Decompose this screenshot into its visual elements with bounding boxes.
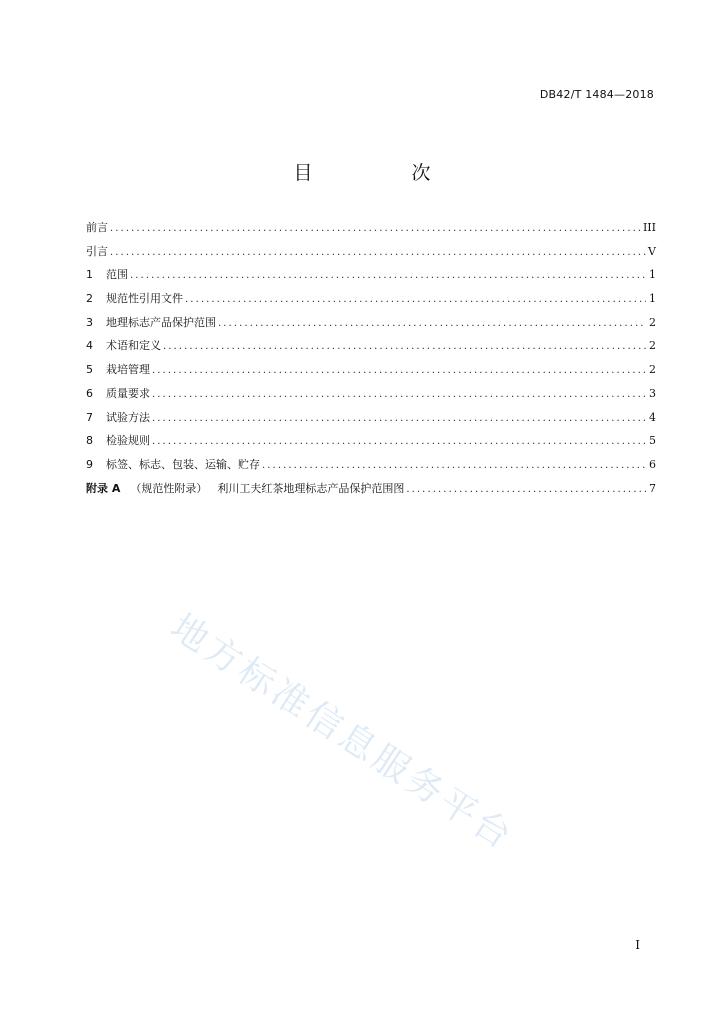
toc-leader-dots: [152, 413, 646, 424]
toc-entry-label: 检验规则: [106, 434, 150, 448]
toc-entry-page: III: [642, 221, 656, 234]
toc-entry-number: 2: [86, 292, 93, 306]
page-number: I: [635, 938, 640, 952]
toc-entry-label: 前言: [86, 221, 108, 234]
toc-leader-dots: [218, 318, 646, 329]
toc-leader-dots: [185, 294, 646, 305]
toc-entry-7[interactable]: [86, 409, 656, 433]
toc-entry-9[interactable]: [86, 456, 656, 480]
toc-entry-page: 1: [649, 268, 656, 282]
toc-entry-page: 2: [649, 339, 656, 353]
toc-entry-4[interactable]: [86, 337, 656, 361]
toc-entry-number: 5: [86, 363, 93, 377]
toc-entry-number: 9: [86, 457, 93, 471]
toc-entry-page: 5: [649, 434, 656, 448]
toc-leader-dots: [110, 247, 646, 258]
toc-entry-page: 3: [649, 386, 656, 400]
toc-entry-page: 7: [649, 481, 656, 495]
toc-entry-1[interactable]: [86, 266, 656, 290]
toc-entry-label: 地理标志产品保护范围: [106, 315, 216, 329]
toc-entry-6[interactable]: [86, 385, 656, 409]
toc-entry-5[interactable]: [86, 361, 656, 385]
toc-leader-dots: [152, 436, 646, 447]
toc-entry-number: 3: [86, 315, 93, 329]
toc-entry-introduction[interactable]: [86, 243, 656, 267]
toc-entry-page: 1: [649, 292, 656, 306]
toc-entry-label: 规范性引用文件: [106, 292, 183, 306]
appendix-label: 附录 A: [86, 481, 121, 495]
toc-entry-page: 2: [649, 363, 656, 377]
toc-entry-8[interactable]: [86, 432, 656, 456]
toc-leader-dots: [163, 341, 646, 352]
toc-entry-page: 6: [649, 457, 656, 471]
toc-entry-number: 6: [86, 386, 93, 400]
toc-entry-label: 引言: [86, 244, 108, 258]
toc-entry-number: 8: [86, 434, 93, 448]
watermark: 地方标准信息服务平台: [163, 606, 522, 859]
toc-entry-number: 7: [86, 410, 93, 424]
toc-entry-label: 标签、标志、包装、运输、贮存: [106, 457, 260, 471]
toc-entry-3[interactable]: [86, 314, 656, 338]
toc-entry-label: 栽培管理: [106, 363, 150, 377]
toc-entry-page: 2: [649, 315, 656, 329]
toc-entry-label: 质量要求: [106, 386, 150, 400]
toc-entry-label: 试验方法: [106, 410, 150, 424]
table-of-contents: [86, 219, 656, 503]
standard-code: DB42/T 1484—2018: [539, 88, 654, 101]
toc-leader-dots: [152, 389, 646, 400]
toc-leader-dots: [130, 270, 646, 281]
toc-entry-label: 范围: [106, 268, 128, 282]
toc-leader-dots: [406, 484, 646, 495]
appendix-type: （规范性附录）: [130, 481, 208, 495]
toc-entry-2[interactable]: [86, 290, 656, 314]
toc-entry-number: 1: [86, 268, 93, 282]
toc-entry-appendix-a[interactable]: [86, 480, 656, 504]
toc-entry-page: 4: [649, 410, 656, 424]
toc-leader-dots: [262, 460, 646, 471]
toc-entry-label: 术语和定义: [106, 339, 161, 353]
toc-entry-foreword[interactable]: [86, 219, 656, 243]
toc-leader-dots: [110, 223, 641, 234]
appendix-title: 利川工夫红茶地理标志产品保护范围图: [217, 481, 405, 495]
toc-entry-page: V: [648, 244, 656, 258]
toc-leader-dots: [152, 365, 646, 376]
toc-entry-number: 4: [86, 339, 93, 353]
toc-title: 目 次: [293, 162, 471, 184]
